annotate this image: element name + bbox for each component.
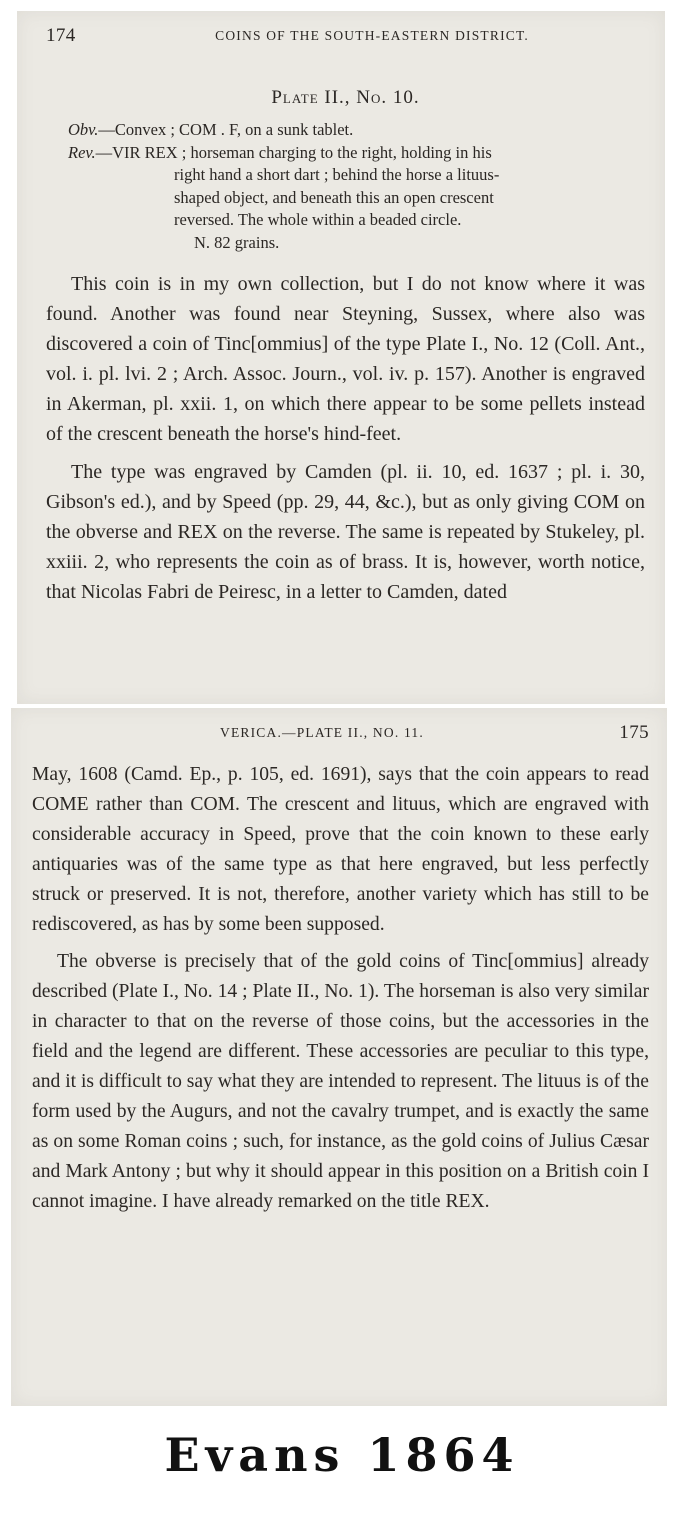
running-head-title: COINS OF THE SOUTH-EASTERN DISTRICT. [215,28,529,43]
book-page-175 [11,708,667,1406]
obverse-text: —Convex ; COM . F, on a sunk tablet. [98,120,354,139]
reverse-text-line-2: right hand a short dart ; behind the horse a lituus- [174,165,500,184]
coin-weight: N. 82 grains. [194,232,280,252]
reverse-text-line-1: —VIR REX ; horseman charging to the right, holding in his [95,142,492,162]
obverse-line [46,119,645,142]
page-number: 175 [619,722,649,743]
running-head [32,708,649,758]
reverse-text-line-3: shaped object, and beneath this an open crescent [174,187,494,207]
coin-description [46,119,645,254]
image-caption: Evans 1864 [164,1428,520,1482]
paragraph: May, 1608 (Camd. Ep., p. 105, ed. 1691), says that the coin appears to read COME rather than COM. The crescent and lituus, which are engraved with considerable accuracy in Speed, prove that the coin known to these early antiquaries was of the same type as that here engraved, but less perfectly struck or preserved. It is not, therefore, another variety which has still to be rediscovered, as has by some been supposed. [32,764,649,935]
plate-heading: Plate II., No. 10. [271,87,420,108]
reverse-text-line-4: reversed. The whole within a beaded circle. [174,210,462,229]
book-page-174 [17,11,665,704]
paragraph: This coin is in my own collection, but I do not know where it was found. Another was found near Steyning, Sussex, where also was discovered a coin of Tinc[ommius] of the type Plate I., No. 12 (Coll. Ant., vol. i. pl. lvi. 2 ; Arch. Assoc. Journ., vol. iv. p. 157). Another is engraved in Akerman, pl. xxii. 1, on which there appear to be some pellets instead of the crescent beneath the horse's hind-feet. [46,273,645,445]
running-head [46,11,645,61]
page-175-body [32,760,649,1217]
paragraph: The type was engraved by Camden (pl. ii. 10, ed. 1637 ; pl. i. 30, Gibson's ed.), and by Speed (pp. 29, 44, &c.), but as only giving COM on the obverse and REX on the reverse. The same is repeated by Stukeley, pl. xxiii. 2, who represents the coin as of brass. It is, however, worth notice, that Nicolas Fabri de Peiresc, in a letter to Camden, dated [46,461,645,603]
page-174-body [46,269,645,607]
running-head-title: VERICA.—PLATE II., NO. 11. [220,725,424,740]
paragraph: The obverse is precisely that of the gold coins of Tinc[ommius] already described (Plate I., No. 14 ; Plate II., No. 1). The horseman is also very similar in character to that on the reverse of those coins, but the accessories in the field and the legend are different. These accessories are peculiar to this type, and it is difficult to say what they are intended to represent. The lituus is of the form used by the Augurs, and not the cavalry trumpet, and is exactly the same as on some Roman coins ; such, for instance, as the gold coins of Julius Cæsar and Mark Antony ; but why it should appear in this position on a British coin I cannot imagine. I have already remarked on the title REX. [32,951,649,1212]
reverse-line [46,142,645,165]
reverse-label: Rev. [68,142,96,162]
obverse-label: Obv. [68,120,99,139]
page-number: 174 [46,25,76,46]
